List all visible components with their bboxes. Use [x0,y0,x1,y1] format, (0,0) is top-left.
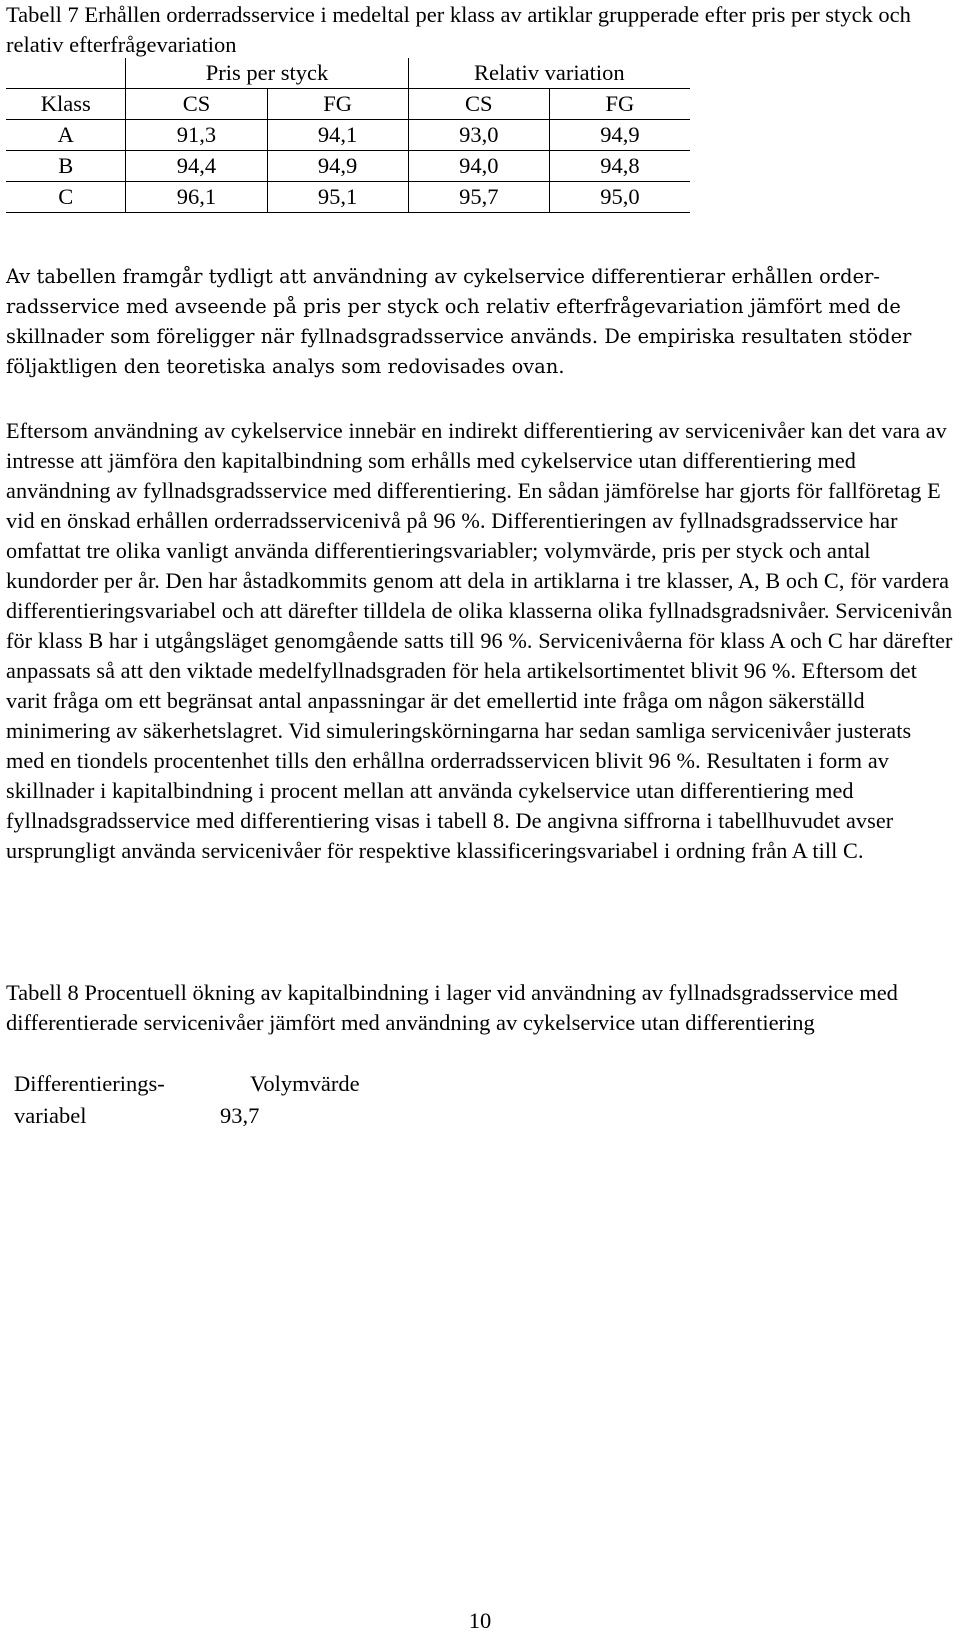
table7-column-header-row [6,89,690,120]
table-cell: 93,0 [408,120,549,151]
table8-row-header: Differentierings- [14,1071,165,1096]
table-cell: A [6,120,126,151]
table8-row-header: variabel [14,1103,87,1128]
table8-column-header: Volymvärde [250,1071,360,1096]
table7-group-header-pris: Pris per styck [126,58,408,89]
page-number: 10 [468,1608,492,1633]
table7-column-header: FG [267,89,408,120]
table-row [6,120,690,151]
table-cell: 91,3 [126,120,267,151]
table7-group-header-row [6,58,690,89]
table-cell: 94,9 [267,151,408,182]
table7-column-header: Klass [6,89,126,120]
table-cell: B [6,151,126,182]
table-cell: 95,0 [549,182,690,213]
table-row [14,1100,514,1132]
table-cell: 94,9 [549,120,690,151]
table-cell: 95,1 [267,182,408,213]
body-paragraph: Eftersom användning av cykelservice innebär en indirekt differentiering av servicenivåer kan det vara av intresse att jämföra den kapitalbindning som erhålls med cykelservice utan differentiering med användning av fyllnadsgradsservice med differentiering. En sådan jämförelse har gjorts för fallföretag E vid en önskad erhållen orderradsservicenivå på 96 %. Differentieringen av fyllnadsgradsservice har omfattat tre olika vanligt använda differentieringsvariabler; volymvärde, pris per styck och antal kundorder per år. Den har åstadkommits genom att dela in artiklarna i tre klasser, A, B och C, för vardera differentieringsvariabel och att därefter tilldela de olika klasserna olika fyllnadsgradsnivåer. Servicenivån för klass B har i utgångsläget genomgående satts till 96 %. Servicenivåerna för klass A och C har därefter anpassats så att den viktade medelfyllnadsgraden för hela artikelsortimentet blivit 96 %. Eftersom det varit fråga om ett begränsat antal anpassningar är det emellertid inte fråga om någon säkerställd minimering av säkerhetslagret. Vid simuleringskörningarna har sedan samliga servicenivåer justerats med en tiondels procentenhet tills den erhållna orderradsservicen blivit 96 %. Resultaten i form av skillnader i kapitalbindning i procent mellan att använda cykelservice utan differentiering med fyllnadsgradsservice med differentiering visas i tabell 8. De angivna siffrorna i tabellhuvudet avser ursprungligt använda servicenivåer för respektive klassificeringsvariabel i ordning från A till C. [6,418,953,863]
table-row [6,151,690,182]
table-cell: C [6,182,126,213]
table-cell: 95,7 [408,182,549,213]
table7-column-header: CS [126,89,267,120]
table7 [6,58,690,213]
table8 [14,1068,514,1132]
table-cell: 94,1 [267,120,408,151]
table7-column-header: CS [408,89,549,120]
table7-column-header: FG [549,89,690,120]
table7-group-header-variation: Relativ variation [474,60,625,85]
table-row [6,182,690,213]
table-cell [6,58,126,89]
table-cell: 96,1 [126,182,267,213]
table-cell: 93,7 [220,1103,260,1128]
table-row [14,1068,514,1100]
table7-caption: Tabell 7 Erhållen orderradsservice i medeltal per klass av artiklar grupperade efter pris per styck och relativ efterfrågevariation [6,2,911,57]
table-cell: 94,0 [408,151,549,182]
table-cell: 94,4 [126,151,267,182]
body-paragraph: Av tabellen framgår tydligt att användning av cykelservice differentierar erhållen order-radsservice med avseende på pris per styck och relativ efterfrågevariation jämfört med de skillnader som föreligger när fyllnadsgradsservice används. De empiriska resultaten stöder följaktligen den teoretiska analys som redovisades ovan. [6,265,912,378]
table8-caption: Tabell 8 Procentuell ökning av kapitalbindning i lager vid användning av fyllnadsgradsservice med differentierade servicenivåer jämfört med användning av cykelservice utan differentiering [6,980,898,1035]
table-cell: 94,8 [549,151,690,182]
